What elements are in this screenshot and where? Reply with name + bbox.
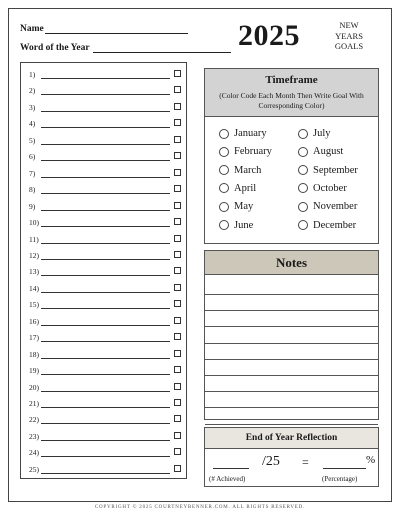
- goal-line[interactable]: [41, 351, 170, 359]
- goal-item[interactable]: [29, 396, 181, 408]
- goal-checkbox[interactable]: [174, 317, 181, 324]
- goal-number: 18): [29, 349, 39, 359]
- goal-line[interactable]: [41, 153, 170, 161]
- goal-checkbox[interactable]: [174, 267, 181, 274]
- month-label: June: [234, 219, 254, 231]
- month-option[interactable]: [298, 183, 347, 194]
- goal-checkbox[interactable]: [174, 86, 181, 93]
- month-label: October: [313, 182, 347, 194]
- month-option[interactable]: [219, 201, 253, 212]
- timeframe-instructions: (Color Code Each Month Then Write Goal With Corresponding Color): [219, 91, 364, 110]
- month-label: August: [313, 146, 344, 158]
- goal-item[interactable]: [29, 100, 181, 112]
- goal-item[interactable]: [29, 330, 181, 342]
- month-circle-icon[interactable]: [298, 202, 308, 212]
- month-option[interactable]: [219, 183, 256, 194]
- goal-item[interactable]: [29, 445, 181, 457]
- month-circle-icon[interactable]: [219, 129, 229, 139]
- month-option[interactable]: [219, 128, 267, 139]
- name-label: Name: [20, 24, 44, 34]
- goal-line[interactable]: [41, 120, 170, 128]
- goal-item[interactable]: [29, 232, 181, 244]
- goal-number: 10): [29, 218, 39, 228]
- goal-checkbox[interactable]: [174, 103, 181, 110]
- timeframe-header: [205, 69, 378, 117]
- goal-line[interactable]: [41, 367, 170, 375]
- goal-checkbox[interactable]: [174, 169, 181, 176]
- notes-line[interactable]: [205, 310, 378, 311]
- month-option[interactable]: [219, 220, 253, 231]
- goal-checkbox[interactable]: [174, 202, 181, 209]
- goal-number: 23): [29, 431, 39, 441]
- month-label: May: [234, 201, 254, 213]
- month-circle-icon[interactable]: [219, 165, 229, 175]
- goal-line[interactable]: [41, 433, 170, 441]
- goal-checkbox[interactable]: [174, 415, 181, 422]
- percent-sign: %: [366, 454, 376, 466]
- month-label: December: [313, 219, 357, 231]
- percentage-caption: (Percentage): [322, 475, 358, 483]
- achieved-blank[interactable]: [213, 459, 249, 469]
- goal-item[interactable]: [29, 363, 181, 375]
- goal-line[interactable]: [41, 170, 170, 178]
- goal-line[interactable]: [41, 87, 170, 95]
- goal-checkbox[interactable]: [174, 235, 181, 242]
- goal-checkbox[interactable]: [174, 119, 181, 126]
- goal-line[interactable]: [41, 416, 170, 424]
- goal-number: 15): [29, 300, 39, 310]
- month-option[interactable]: [219, 146, 272, 157]
- goal-item[interactable]: [29, 67, 181, 79]
- page-subtitle: [330, 20, 368, 52]
- goal-line[interactable]: [41, 318, 170, 326]
- goal-checkbox[interactable]: [174, 366, 181, 373]
- goal-line[interactable]: [41, 285, 170, 293]
- month-label: April: [234, 182, 257, 194]
- page-title-year: 2025: [238, 19, 300, 52]
- word-of-year-field[interactable]: [20, 43, 231, 53]
- goal-number: 16): [29, 316, 39, 326]
- goal-item[interactable]: [29, 182, 181, 194]
- goal-item[interactable]: [29, 199, 181, 211]
- goal-number: 4): [29, 119, 36, 129]
- month-circle-icon[interactable]: [219, 202, 229, 212]
- goal-checkbox[interactable]: [174, 350, 181, 357]
- subtitle-line-2: YEARS: [335, 30, 363, 41]
- month-label: September: [313, 164, 358, 176]
- month-option[interactable]: [298, 201, 357, 212]
- goal-number: 11): [29, 234, 39, 244]
- goal-checkbox[interactable]: [174, 152, 181, 159]
- month-option[interactable]: [298, 146, 343, 157]
- goal-line[interactable]: [41, 449, 170, 457]
- percentage-blank[interactable]: [323, 459, 366, 469]
- month-label: March: [234, 164, 262, 176]
- notes-title: Notes: [205, 251, 378, 275]
- equals-sign: =: [302, 455, 309, 469]
- notes-line[interactable]: [205, 407, 378, 408]
- month-option[interactable]: [298, 165, 358, 176]
- goal-line[interactable]: [41, 334, 170, 342]
- month-label: February: [234, 146, 272, 158]
- month-circle-icon[interactable]: [298, 165, 308, 175]
- notes-panel: [204, 250, 379, 420]
- goal-number: 24): [29, 448, 39, 458]
- total-goals-text: /25: [262, 454, 280, 469]
- goal-item[interactable]: [29, 248, 181, 260]
- goal-item[interactable]: [29, 380, 181, 392]
- goal-number: 13): [29, 267, 39, 277]
- notes-line[interactable]: [205, 391, 378, 392]
- goal-item[interactable]: [29, 166, 181, 178]
- goal-line[interactable]: [41, 104, 170, 112]
- goal-checkbox[interactable]: [174, 432, 181, 439]
- month-label: January: [234, 128, 267, 139]
- goal-line[interactable]: [41, 301, 170, 309]
- goal-number: 25): [29, 464, 39, 474]
- copyright-footer: COPYRIGHT © 2025 COURTNEYBENNER.COM. ALL RIGHTS RESERVED.: [94, 505, 306, 510]
- goal-checkbox[interactable]: [174, 284, 181, 291]
- month-circle-icon[interactable]: [298, 220, 308, 230]
- word-of-year-label: Word of the Year: [20, 43, 90, 53]
- month-circle-icon[interactable]: [219, 183, 229, 193]
- goal-number: 21): [29, 399, 39, 408]
- name-field[interactable]: [20, 24, 188, 34]
- goal-number: 6): [29, 152, 36, 162]
- goal-item[interactable]: [29, 429, 181, 441]
- achieved-caption: (# Achieved): [209, 475, 246, 483]
- goal-number: 2): [29, 86, 36, 96]
- month-circle-icon[interactable]: [298, 147, 308, 157]
- subtitle-line-1: NEW: [339, 20, 359, 30]
- goal-item[interactable]: [29, 149, 181, 161]
- goal-checkbox[interactable]: [174, 300, 181, 307]
- goal-number: 9): [29, 201, 36, 211]
- goals-list: [20, 62, 187, 479]
- goal-line[interactable]: [41, 71, 170, 79]
- goal-number: 5): [29, 135, 36, 145]
- notes-line[interactable]: [205, 424, 378, 425]
- word-of-year-line[interactable]: [93, 43, 231, 53]
- month-circle-icon[interactable]: [298, 183, 308, 193]
- reflection-panel: [204, 427, 379, 487]
- goal-number: 8): [29, 185, 36, 195]
- goal-number: 1): [29, 70, 36, 79]
- goal-checkbox[interactable]: [174, 333, 181, 340]
- goal-checkbox[interactable]: [174, 136, 181, 143]
- goal-item[interactable]: [29, 412, 181, 424]
- goal-item[interactable]: [29, 314, 181, 326]
- goal-number: 19): [29, 366, 39, 376]
- goal-item[interactable]: [29, 116, 181, 128]
- notes-line[interactable]: [205, 359, 378, 360]
- goal-item[interactable]: [29, 83, 181, 95]
- goal-number: 14): [29, 283, 39, 293]
- goal-checkbox[interactable]: [174, 251, 181, 258]
- goal-number: 22): [29, 415, 39, 425]
- month-label: July: [313, 128, 331, 139]
- month-label: November: [313, 201, 358, 213]
- month-circle-icon[interactable]: [219, 220, 229, 230]
- subtitle-line-3: GOALS: [334, 41, 364, 51]
- goal-line[interactable]: [41, 466, 170, 474]
- month-circle-icon[interactable]: [219, 147, 229, 157]
- goal-number: 12): [29, 250, 39, 260]
- goal-item[interactable]: [29, 133, 181, 145]
- goal-line[interactable]: [41, 384, 170, 392]
- notes-line[interactable]: [205, 294, 378, 295]
- month-option[interactable]: [298, 220, 356, 231]
- notes-line[interactable]: [205, 375, 378, 376]
- name-line[interactable]: [45, 24, 188, 34]
- goal-number: 3): [29, 102, 36, 112]
- notes-line[interactable]: [205, 326, 378, 327]
- goal-line[interactable]: [41, 137, 170, 145]
- goal-checkbox[interactable]: [174, 448, 181, 455]
- goal-item[interactable]: [29, 281, 181, 293]
- goal-line[interactable]: [41, 186, 170, 194]
- month-circle-icon[interactable]: [298, 129, 308, 139]
- timeframe-panel: [204, 68, 379, 244]
- goal-checkbox[interactable]: [174, 399, 181, 406]
- goal-line[interactable]: [41, 252, 170, 260]
- goal-checkbox[interactable]: [174, 70, 181, 77]
- goal-line[interactable]: [41, 400, 170, 408]
- month-option[interactable]: [298, 128, 331, 139]
- goal-item[interactable]: [29, 297, 181, 309]
- goal-line[interactable]: [41, 236, 170, 244]
- goal-item[interactable]: [29, 462, 181, 474]
- goal-checkbox[interactable]: [174, 185, 181, 192]
- timeframe-title: Timeframe: [265, 74, 318, 86]
- goal-item[interactable]: [29, 264, 181, 276]
- goal-number: 20): [29, 382, 39, 392]
- goal-checkbox[interactable]: [174, 218, 181, 225]
- goal-number: 7): [29, 168, 36, 178]
- month-option[interactable]: [219, 165, 261, 176]
- goal-checkbox[interactable]: [174, 383, 181, 390]
- goal-line[interactable]: [41, 219, 170, 227]
- goal-checkbox[interactable]: [174, 465, 181, 472]
- goal-line[interactable]: [41, 203, 170, 211]
- goal-number: 17): [29, 333, 39, 343]
- goal-item[interactable]: [29, 215, 181, 227]
- reflection-title: End of Year Reflection: [205, 428, 378, 449]
- notes-line[interactable]: [205, 343, 378, 344]
- goal-item[interactable]: [29, 347, 181, 359]
- goal-line[interactable]: [41, 268, 170, 276]
